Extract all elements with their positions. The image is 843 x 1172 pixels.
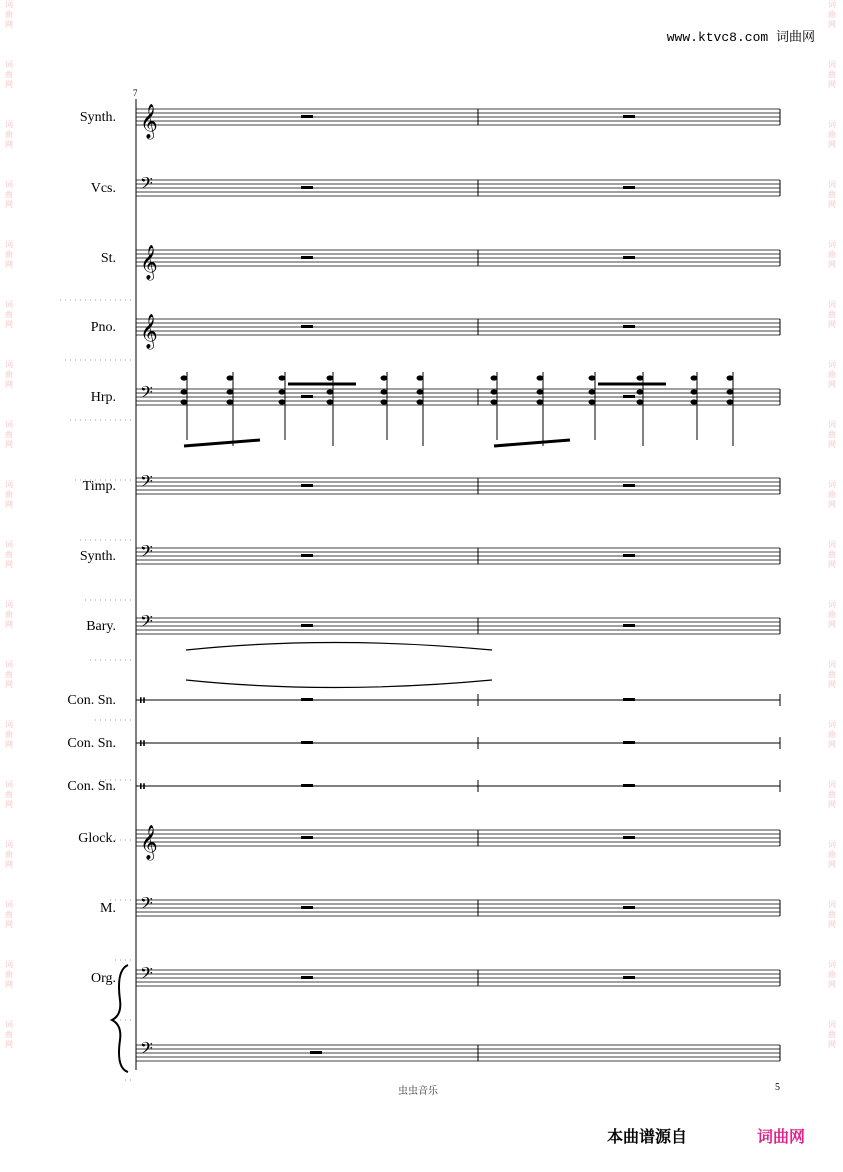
note-head — [327, 399, 334, 404]
note-head — [691, 375, 698, 380]
watermark-text: 词 曲 网 — [828, 0, 836, 29]
page-number: 5 — [775, 1082, 780, 1093]
clef-icon: 𝄥 — [140, 691, 145, 710]
watermark-text: 词 曲 网 — [828, 780, 836, 809]
note-head — [637, 389, 644, 394]
whole-rest — [310, 1051, 322, 1054]
note-head — [537, 389, 544, 394]
staff-label: Timp. — [82, 479, 116, 494]
watermark-text: 词 曲 网 — [5, 480, 13, 509]
clef-icon: 𝄢 — [140, 382, 153, 406]
note-head — [727, 399, 734, 404]
tie-slur — [186, 680, 492, 688]
watermark-text: 词 曲 网 — [5, 0, 13, 29]
note-head — [381, 399, 388, 404]
watermark-text: 词 曲 网 — [5, 840, 13, 869]
note-head — [691, 399, 698, 404]
watermark-text: 词 曲 网 — [5, 780, 13, 809]
watermark-text: 词 曲 网 — [828, 720, 836, 749]
note-head — [491, 389, 498, 394]
whole-rest — [623, 484, 635, 487]
note-head — [589, 399, 596, 404]
clef-icon: 𝄢 — [140, 173, 153, 197]
watermark-text: 词 曲 网 — [828, 240, 836, 269]
clef-icon: 𝄞 — [140, 104, 158, 139]
whole-rest — [623, 698, 635, 701]
note-beam — [184, 440, 260, 446]
watermark-text: 词 曲 网 — [5, 900, 13, 929]
note-head — [181, 389, 188, 394]
watermark-text: 词 曲 网 — [828, 180, 836, 209]
note-head — [589, 389, 596, 394]
watermark-text: 词 曲 网 — [828, 360, 836, 389]
publisher-label: 虫虫音乐 — [398, 1086, 438, 1097]
whole-rest — [623, 784, 635, 787]
site-url[interactable]: www.ktvc8.com — [666, 30, 769, 45]
note-head — [691, 389, 698, 394]
whole-rest — [623, 395, 635, 398]
staff-label: Con. Sn. — [67, 693, 116, 708]
watermark-text: 词 曲 网 — [5, 1020, 13, 1049]
note-head — [727, 375, 734, 380]
note-head — [491, 399, 498, 404]
note-head — [537, 399, 544, 404]
whole-rest — [301, 784, 313, 787]
watermark-text: 词 曲 网 — [5, 180, 13, 209]
whole-rest — [301, 741, 313, 744]
source-label: 本曲谱源自 — [607, 1127, 688, 1146]
whole-rest — [301, 624, 313, 627]
whole-rest — [301, 115, 313, 118]
watermark-text: 词 曲 网 — [828, 600, 836, 629]
note-head — [327, 389, 334, 394]
watermark-text: 词 曲 网 — [5, 540, 13, 569]
staff-label: Synth. — [79, 110, 116, 125]
note-head — [589, 375, 596, 380]
clef-icon: 𝄢 — [140, 963, 153, 987]
watermark-text: 词 曲 网 — [5, 240, 13, 269]
site-name[interactable]: 词曲网 — [775, 30, 815, 45]
whole-rest — [301, 186, 313, 189]
note-head — [381, 375, 388, 380]
whole-rest — [301, 325, 313, 328]
clef-icon: 𝄥 — [140, 734, 145, 753]
staff-label: Con. Sn. — [67, 779, 116, 794]
watermark-text: 词 曲 网 — [5, 960, 13, 989]
whole-rest — [301, 395, 313, 398]
watermark-text: 词 曲 网 — [5, 360, 13, 389]
clef-icon: 𝄢 — [140, 611, 153, 635]
watermark-text: 词 曲 网 — [828, 120, 836, 149]
note-head — [181, 375, 188, 380]
whole-rest — [623, 906, 635, 909]
watermark-text: 词 曲 网 — [828, 540, 836, 569]
watermark-text: 词 曲 网 — [828, 480, 836, 509]
note-head — [417, 375, 424, 380]
note-head — [637, 375, 644, 380]
staff-label: Con. Sn. — [67, 736, 116, 751]
note-head — [417, 389, 424, 394]
clef-icon: 𝄢 — [140, 471, 153, 495]
clef-icon: 𝄢 — [140, 1038, 153, 1062]
staff-label: Bary. — [86, 619, 116, 634]
note-head — [417, 399, 424, 404]
note-head — [279, 399, 286, 404]
note-head — [727, 389, 734, 394]
note-head — [537, 375, 544, 380]
whole-rest — [301, 484, 313, 487]
watermark-text: 词 曲 网 — [828, 420, 836, 449]
staff-label: Synth. — [79, 549, 116, 564]
whole-rest — [623, 554, 635, 557]
whole-rest — [301, 256, 313, 259]
note-head — [637, 399, 644, 404]
whole-rest — [623, 115, 635, 118]
clef-icon: 𝄞 — [140, 314, 158, 349]
whole-rest — [623, 186, 635, 189]
system-number: 7 — [133, 88, 138, 98]
watermark-text: 词 曲 网 — [828, 300, 836, 329]
whole-rest — [623, 624, 635, 627]
note-head — [227, 389, 234, 394]
whole-rest — [623, 741, 635, 744]
watermark-text: 词 曲 网 — [828, 1020, 836, 1049]
watermark-text: 词 曲 网 — [5, 600, 13, 629]
watermark-text: 词 曲 网 — [5, 420, 13, 449]
staff-label: M. — [100, 901, 116, 916]
staff-label: Vcs. — [90, 181, 116, 196]
whole-rest — [623, 976, 635, 979]
note-head — [227, 375, 234, 380]
clef-icon: 𝄥 — [140, 777, 145, 796]
whole-rest — [301, 906, 313, 909]
note-beam — [494, 440, 570, 446]
staff-label: St. — [100, 251, 116, 266]
clef-icon: 𝄞 — [140, 245, 158, 280]
watermark-text: 词 曲 网 — [5, 300, 13, 329]
watermark-text: 词 曲 网 — [828, 840, 836, 869]
clef-icon: 𝄞 — [140, 825, 158, 860]
whole-rest — [623, 836, 635, 839]
watermark-text: 词 曲 网 — [828, 960, 836, 989]
source-site-link[interactable]: 词曲网 — [757, 1127, 806, 1146]
clef-icon: 𝄢 — [140, 541, 153, 565]
watermark-text: 词 曲 网 — [5, 60, 13, 89]
whole-rest — [301, 976, 313, 979]
note-head — [279, 375, 286, 380]
note-head — [381, 389, 388, 394]
watermark-text: 词 曲 网 — [5, 120, 13, 149]
staff-label: Hrp. — [90, 390, 116, 405]
clef-icon: 𝄢 — [140, 893, 153, 917]
watermark-text: 词 曲 网 — [5, 720, 13, 749]
whole-rest — [623, 325, 635, 328]
note-head — [227, 399, 234, 404]
staff-label: Pno. — [90, 320, 116, 335]
staff-label: Glock. — [78, 831, 116, 846]
whole-rest — [623, 256, 635, 259]
watermark-text: 词 曲 网 — [828, 900, 836, 929]
note-head — [279, 389, 286, 394]
whole-rest — [301, 698, 313, 701]
watermark-text: 词 曲 网 — [828, 660, 836, 689]
watermark-text: 词 曲 网 — [828, 60, 836, 89]
watermark-text: 词 曲 网 — [5, 660, 13, 689]
whole-rest — [301, 554, 313, 557]
staff-label: Org. — [90, 971, 116, 986]
whole-rest — [301, 836, 313, 839]
note-head — [327, 375, 334, 380]
tie-slur — [186, 643, 492, 651]
note-head — [491, 375, 498, 380]
note-head — [181, 399, 188, 404]
